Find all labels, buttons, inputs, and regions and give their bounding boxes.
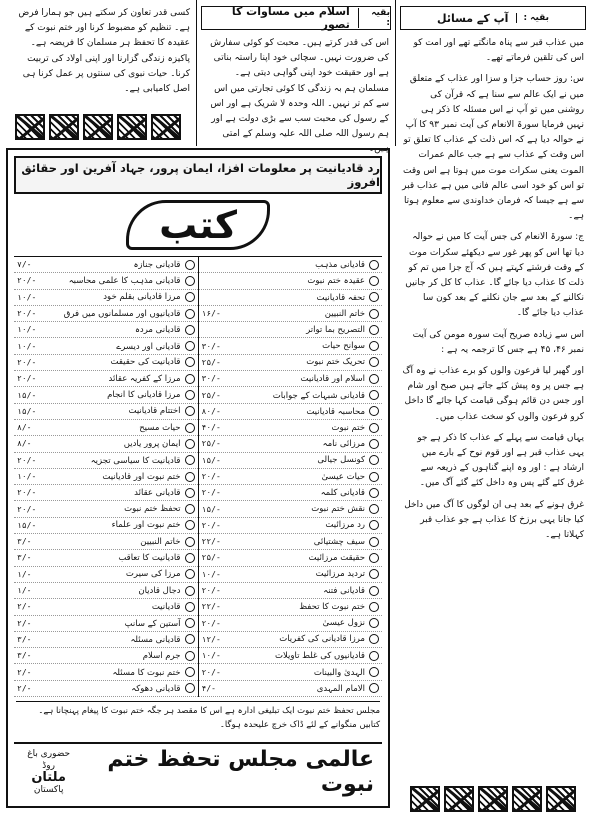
book-price: ۷/- [17, 260, 32, 270]
book-price: ۲/- [17, 618, 32, 628]
book-item [199, 632, 383, 648]
book-title: قادیانی شبہات کے جوابات [272, 390, 365, 401]
book-title: مرزا قادیانی کی کفریات [279, 634, 365, 645]
book-item [199, 534, 383, 550]
book-list-left [14, 257, 199, 697]
checkbox-circle-icon [185, 374, 195, 384]
book-item [14, 453, 198, 469]
checkbox-circle-icon [369, 602, 379, 612]
book-title: قادیانیت کی حقیقت [110, 357, 181, 368]
checkbox-circle-icon [369, 439, 379, 449]
book-item [14, 469, 198, 485]
book-item [199, 273, 383, 289]
book-title: قادیانی دھوکہ [131, 683, 181, 694]
book-item [14, 664, 198, 680]
book-item [14, 355, 198, 371]
checkbox-circle-icon [185, 634, 195, 644]
book-title: سوانح حیات [322, 341, 365, 352]
cross-ornament-icon [546, 786, 576, 812]
checkbox-circle-icon [185, 569, 195, 579]
book-item [199, 371, 383, 387]
book-item [199, 387, 383, 403]
checkbox-circle-icon [185, 537, 195, 547]
cross-ornament-icon [49, 114, 79, 140]
book-price: ۲/- [17, 602, 32, 612]
header-title: اسلام میں مساوات کا تصور [231, 5, 350, 31]
checkbox-circle-icon [369, 651, 379, 661]
book-price: ۲۰/- [17, 276, 37, 286]
book-item [199, 257, 383, 273]
book-item [199, 567, 383, 583]
book-title: مرزا کی سیرت [125, 569, 181, 580]
right-column-header [400, 6, 586, 30]
book-title: قادیانی جنازہ [133, 260, 181, 271]
checkbox-circle-icon [185, 325, 195, 335]
checkbox-circle-icon [185, 390, 195, 400]
book-title: ختم نبوت کا مسئلہ [112, 667, 181, 678]
cross-ornament-icon [478, 786, 508, 812]
book-title: خاتم النبیین [324, 308, 365, 319]
book-title: حقیقت مرزائیت [308, 552, 365, 563]
book-item [199, 485, 383, 501]
book-price: ۲۰/- [201, 472, 221, 481]
book-price: ۲۵/- [201, 357, 221, 367]
book-price: ۲۰/- [17, 309, 37, 319]
left-ornament [0, 114, 196, 140]
checkbox-circle-icon [369, 292, 379, 302]
checkbox-circle-icon [369, 276, 379, 286]
book-item [14, 648, 198, 664]
checkbox-circle-icon [185, 406, 195, 416]
header-tag: بقیہ : [516, 13, 549, 23]
book-item [14, 436, 198, 452]
checkbox-circle-icon [369, 537, 379, 547]
book-item [14, 485, 198, 501]
book-item [199, 648, 383, 664]
book-price: ۲/- [17, 667, 32, 677]
book-price: ۱۵/- [17, 390, 37, 400]
book-price: ۲۵/- [201, 439, 221, 449]
book-item [14, 681, 198, 697]
cross-ornament-icon [117, 114, 147, 140]
book-title: تردید مرزائیت [315, 569, 365, 580]
checkbox-circle-icon [185, 341, 195, 351]
book-title: نقش ختم نبوت [311, 504, 365, 515]
book-price: ۱۵/- [201, 504, 221, 514]
checkbox-circle-icon [185, 423, 195, 433]
logo-title: عالمی مجلس تحفظ ختم نبوت [107, 747, 374, 797]
book-item [199, 583, 383, 599]
checkbox-circle-icon [185, 667, 195, 677]
checkbox-circle-icon [369, 455, 379, 465]
checkbox-circle-icon [369, 667, 379, 677]
book-price: ۱۰/- [201, 569, 221, 579]
book-item [14, 567, 198, 583]
book-title: نزول عیسیٰ [322, 618, 365, 629]
right-column-body [396, 36, 590, 543]
book-price: ۸/- [17, 423, 32, 433]
book-title: قادیانی عقائد [134, 487, 181, 498]
checkbox-circle-icon [369, 553, 379, 563]
book-item [14, 534, 198, 550]
book-price: ۸/- [17, 439, 32, 449]
book-title: سیف چشتیائی [313, 536, 365, 547]
book-item [14, 616, 198, 632]
checkbox-circle-icon [369, 520, 379, 530]
checkbox-circle-icon [369, 309, 379, 319]
book-title: مرزا قادیانی کا انجام [107, 390, 181, 401]
book-item [14, 387, 198, 403]
middle-column [196, 0, 396, 155]
paragraph: غرق ہونے کے بعد ہی ان لوگوں کا آگ میں داخل کیا جانا یہی برزخ کا عذاب ہے جو عذاب قبر کہلاتا ہے۔ [404, 499, 584, 541]
book-item [199, 453, 383, 469]
book-item [199, 616, 383, 632]
organization-logo [14, 742, 382, 800]
paragraph: اس سے زیادہ صریح آیت سورہ مومن کی آیت نمبر ۴۶، ۴۵ ہے جس کا ترجمہ یہ ہے : [412, 329, 584, 355]
book-title: اسلام اور قادیانیت [300, 373, 365, 384]
book-item [199, 420, 383, 436]
checkbox-circle-icon [369, 683, 379, 693]
book-item [14, 420, 198, 436]
middle-column-header [201, 6, 391, 30]
book-price: ۱۰/- [17, 341, 37, 351]
book-price: ۲۰/- [201, 488, 221, 498]
book-title: جرم اسلام [142, 650, 181, 661]
cross-ornament-icon [410, 786, 440, 812]
logo-address [22, 748, 75, 796]
book-item [14, 306, 198, 322]
book-item [14, 273, 198, 289]
book-price: ۲۰/- [201, 520, 221, 530]
book-price: ۲۰/- [201, 586, 221, 596]
book-item [14, 322, 198, 338]
book-title: محاسبہ قادیانیت [306, 406, 365, 417]
book-item [199, 518, 383, 534]
catalogue-title-text: کتب [126, 200, 270, 250]
book-item [14, 338, 198, 354]
book-item [199, 355, 383, 371]
address-line: حضوری باغ روڈ [27, 749, 71, 771]
book-price: ۱۰/- [17, 292, 37, 302]
checkbox-circle-icon [369, 618, 379, 628]
book-title: تحفہ قادیانیت [316, 292, 365, 303]
book-title: الہدیٰ والبینات [313, 667, 365, 678]
book-price: ۲۲/- [201, 537, 221, 547]
book-price: ۲۰/- [17, 455, 37, 465]
book-item [14, 599, 198, 615]
book-list-right [199, 257, 383, 697]
book-title: مرزا قادیانی بقلم خود [103, 292, 181, 303]
checkbox-circle-icon [185, 455, 195, 465]
book-title: ایمان پرور یادیں [123, 438, 181, 449]
book-price: ۱۰/- [201, 651, 221, 661]
checkbox-circle-icon [369, 390, 379, 400]
book-title: حیات مسیح [139, 422, 181, 433]
book-item [199, 469, 383, 485]
paragraph: میں عذاب قبر سے پناہ مانگتے تھے اور امت کو اس کی تلقین فرماتے تھے۔ [413, 38, 584, 64]
cross-ornament-icon [512, 786, 542, 812]
book-price: ۱۰/- [17, 325, 37, 335]
book-item [199, 550, 383, 566]
checkbox-circle-icon [369, 260, 379, 270]
book-title: ختم نبوت کا تحفظ [299, 601, 365, 612]
header-title: آپ کے مسائل [437, 11, 509, 25]
book-lists [14, 256, 382, 697]
book-title: مرزا کے کفریہ عقائد [108, 374, 181, 385]
checkbox-circle-icon [185, 439, 195, 449]
book-item [14, 404, 198, 420]
catalogue-title [8, 200, 388, 250]
book-item [199, 436, 383, 452]
book-title: دجال قادیان [138, 585, 181, 596]
checkbox-circle-icon [185, 651, 195, 661]
book-title: آستین کے سانپ [124, 618, 181, 629]
book-price: ۲/- [17, 683, 32, 693]
book-price: ۱۵/- [201, 455, 221, 465]
book-title: قادیانی مذہب [315, 260, 365, 271]
checkbox-circle-icon [369, 586, 379, 596]
book-item [199, 306, 383, 322]
book-title: تحریک ختم نبوت [306, 357, 365, 368]
cross-ornament-icon [151, 114, 181, 140]
checkbox-circle-icon [369, 423, 379, 433]
book-item [199, 322, 383, 338]
book-price: ۲۰/- [17, 374, 37, 384]
checkbox-circle-icon [369, 569, 379, 579]
book-title: کونسل جیالی [317, 455, 365, 466]
book-price: ۴۰/- [201, 423, 221, 433]
book-price: ۳۰/- [201, 374, 221, 384]
book-price: ۱/- [17, 586, 32, 596]
book-item [199, 404, 383, 420]
book-item [14, 583, 198, 599]
book-item [199, 681, 383, 697]
book-price: ۳/- [17, 553, 32, 563]
checkbox-circle-icon [185, 260, 195, 270]
book-title: قادیانی مذہب کا علمی محاسبہ [68, 276, 181, 287]
checkbox-circle-icon [185, 504, 195, 514]
book-title: خاتم النبیین [140, 536, 181, 547]
book-title: قادیانی کلمہ [320, 488, 365, 499]
catalogue-footer: مجلس تحفظ ختم نبوت ایک تبلیغی ادارہ ہے اس کا مقصد ہر جگہ ختم نبوت کا پیغام پہنچانا ہے۔ کتابیں منگوانے کے لئے ڈاک خرچ علیحدہ ہوگا۔ [16, 701, 380, 732]
book-title: الامام المہدی [316, 683, 365, 694]
checkbox-circle-icon [185, 520, 195, 530]
book-title: قادیانیوں کی غلط تاویلات [274, 650, 365, 661]
book-price: ۱۶/- [201, 309, 221, 319]
paragraph: اس کی قدر کرتے ہیں۔ محبت کو کوئی سفارش کی ضرورت نہیں۔ سچائی خود اپنا راستہ بناتی ہے اور حقیقت خود اپنی گواہی دیتی ہے۔ مسلمان ہم بہ زندگی کا کوئی تجارتی میں اس سے کم تر نہیں۔ اللہ وحدہ لا شریک ہے اور اس کے رسول کی محبت سب سے بڑی دولت ہے اور ہم رسول اللہ صلی اللہ علیہ وسلم کے امتی ہیں۔ [210, 38, 389, 155]
checkbox-circle-icon [185, 292, 195, 302]
checkbox-circle-icon [369, 634, 379, 644]
book-title: تحفظ ختم نبوت [124, 504, 181, 515]
checkbox-circle-icon [185, 472, 195, 482]
checkbox-circle-icon [185, 488, 195, 498]
address-line: ملتان [31, 770, 66, 785]
book-item [14, 371, 198, 387]
checkbox-circle-icon [185, 618, 195, 628]
book-price: ۳۰/- [201, 341, 221, 351]
book-title: عقیدہ ختم نبوت [307, 276, 365, 287]
cross-ornament-icon [444, 786, 474, 812]
book-price: ۲۵/- [201, 553, 221, 563]
catalogue-banner: رد قادیانیت پر معلومات افزا، ایمان پرور، جہاد آفرین اور حقائق افروز [14, 156, 382, 194]
book-item [14, 257, 198, 273]
book-price: ۸۰/- [201, 406, 221, 416]
book-title: قادیانیت کا سیاسی تجزیہ [90, 455, 181, 466]
address-line: پاکستان [33, 785, 64, 795]
paragraph: اور گھیر لیا فرعون والوں کو برے عذاب نے وہ آگ ہے جس پر وہ پیش کئے جاتے ہیں صبح اور شام اور جس دن قائم ہوگی قیامت کہا جائے گا داخل کرو فرعون والوں کو سخت عذاب میں۔ [402, 366, 584, 422]
checkbox-circle-icon [185, 586, 195, 596]
book-price: ۲۰/- [201, 618, 221, 628]
book-price: ۳/- [17, 651, 32, 661]
right-ornament [396, 786, 590, 812]
book-price: ۲۵/- [201, 390, 221, 400]
book-item [199, 664, 383, 680]
checkbox-circle-icon [185, 553, 195, 563]
checkbox-circle-icon [369, 406, 379, 416]
book-item [14, 501, 198, 517]
book-item [14, 290, 198, 306]
book-price: ۳/- [17, 634, 32, 644]
book-price: ۲۰/- [17, 504, 37, 514]
book-item [199, 290, 383, 306]
checkbox-circle-icon [185, 683, 195, 693]
paragraph: کسی قدر تعاون کر سکتے ہیں جو ہمارا فرض ہے۔ تنظیم کو مضبوط کرنا اور ختم نبوت کے عقیدہ کا تحفظ ہر مسلمان کا فریضہ ہے۔ پاکیزہ زندگی گزارنا اور اپنی اولاد کی تربیت کرنا۔ حیات نبوی کی سنتوں پر عمل کرنا ہی اصل کامیابی ہے۔ [18, 8, 190, 95]
book-title: حیات عیسیٰ [321, 471, 365, 482]
book-price: ۱۰/- [17, 472, 37, 481]
checkbox-circle-icon [185, 276, 195, 286]
book-title: ختم نبوت اور علماء [111, 520, 181, 531]
book-title: قادیانیت [151, 601, 181, 612]
book-title: التصریح بما تواتر [306, 324, 365, 335]
checkbox-circle-icon [185, 602, 195, 612]
book-title: قادیانی فتنہ [323, 586, 365, 597]
checkbox-circle-icon [369, 472, 379, 482]
book-title: مرزائی نامہ [322, 439, 365, 450]
left-column [0, 0, 196, 146]
book-title: قادیانی مردہ [134, 325, 181, 336]
book-title: ختم نبوت [331, 422, 365, 433]
checkbox-circle-icon [185, 309, 195, 319]
checkbox-circle-icon [369, 488, 379, 498]
book-title: قادیانیت کا تعاقب [118, 552, 181, 563]
book-item [199, 338, 383, 354]
book-title: قادیانیوں اور مسلمانوں میں فرق [63, 308, 181, 319]
checkbox-circle-icon [369, 325, 379, 335]
book-item [14, 632, 198, 648]
checkbox-circle-icon [185, 357, 195, 367]
book-price: ۲۰/- [17, 488, 37, 498]
book-title: ختم نبوت اور قادیانیت [102, 471, 181, 482]
book-price: ۲۲/- [201, 602, 221, 612]
paragraph: یہاں قیامت سے پہلے کے عذاب کا ذکر ہے جو یہی عذاب قبر ہے اور قوم نوح کے بارے میں ارشاد ہے : اور وہ اپنے گناہوں کے ذریعہ سے غرق کئے گئے پس وہ داخل کئے گئے آگ میں۔ [417, 432, 584, 489]
book-price: ۱/- [17, 569, 32, 579]
right-column [396, 0, 590, 549]
book-price: ۱۲/- [201, 634, 221, 644]
book-title: قادیانی اور دیسرے [116, 341, 181, 352]
left-column-body [0, 0, 196, 97]
book-price: ۴/- [201, 683, 216, 693]
paragraph: س: روز حساب جزا و سزا اور عذاب کے متعلق میں نے ایک عالم سے سنا ہے کہ قرآن کی روشنی میں تو آپ نے اس مسئلہ کا ذکر ہی نہیں فرمایا سورۃ الانعام کی آیت نمبر ۹۳ کا آپ نے حوالہ دیا ہے کہ اس ذلت کے عذاب کا تعلق تو اس وقت کے عذاب سے ہے جب عالم عمرات الموت یعنی سکرات موت میں ہوتا ہے اس وقت تو اس کو خود اسی عالم فانی میں ہے عذاب قبر سے ہے جیسا کہ فرمان خداوندی سے معلوم ہوتا ہے۔ [402, 74, 584, 222]
book-title: قادیانی مسئلہ [130, 634, 181, 645]
book-item [199, 501, 383, 517]
book-price: ۲۰/- [17, 357, 37, 367]
book-price: ۲۰/- [201, 667, 221, 677]
book-item [14, 518, 198, 534]
checkbox-circle-icon [369, 357, 379, 367]
book-catalogue [6, 148, 390, 808]
book-price: ۱۵/- [17, 520, 37, 530]
book-title: رد مرزائیت [325, 520, 365, 531]
cross-ornament-icon [83, 114, 113, 140]
checkbox-circle-icon [369, 341, 379, 351]
middle-column-body [197, 36, 395, 158]
checkbox-circle-icon [369, 374, 379, 384]
paragraph: ج: سورۃ الانعام کی جس آیت کا میں نے حوالہ دیا تھا اس کو پھر غور سے دیکھئے سکرات موت کے وقت فرشتے کہتے ہیں کہ آج جزا میں تم کو ذلت کا عذاب دیا جائے گا۔ عذاب کا کل کر جانیں نکالنے کے بعد سے جان نکلنے کے بعد کون سا عذاب دیا جائے گا۔ [405, 232, 584, 319]
book-item [14, 550, 198, 566]
book-item [199, 599, 383, 615]
book-title: اختتام قادیانیت [128, 406, 181, 417]
book-price: ۳/- [17, 537, 32, 547]
cross-ornament-icon [15, 114, 45, 140]
header-tag: بقیہ : [358, 8, 390, 28]
book-price: ۱۵/- [17, 406, 37, 416]
checkbox-circle-icon [369, 504, 379, 514]
